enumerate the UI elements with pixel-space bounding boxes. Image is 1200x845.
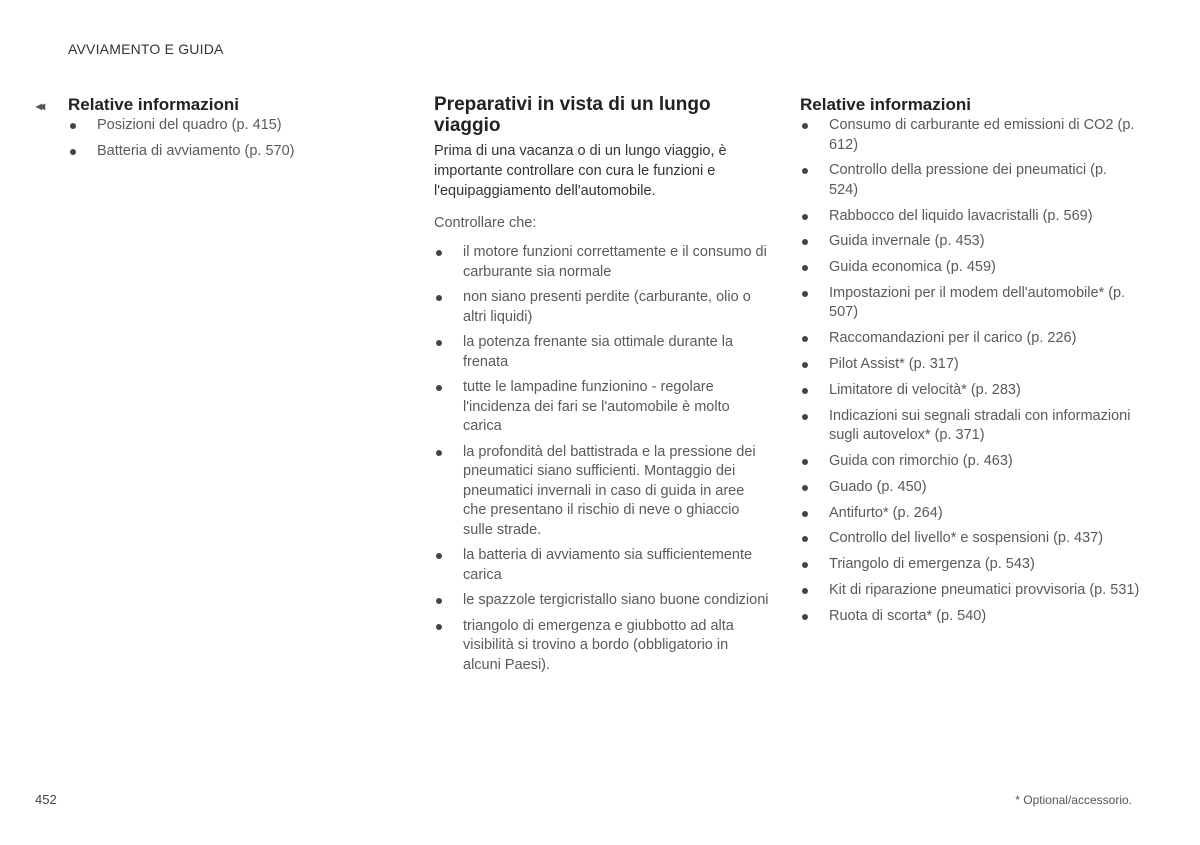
related-link[interactable]: Controllo del livello* e sospensioni (p. 437) bbox=[800, 529, 1140, 549]
related-link[interactable]: Ruota di scorta* (p. 540) bbox=[800, 607, 1140, 627]
related-info-heading: Relative informazioni bbox=[800, 95, 971, 114]
related-link[interactable]: Guado (p. 450) bbox=[800, 478, 1140, 498]
related-info-left bbox=[36, 94, 336, 167]
section-header: AVVIAMENTO E GUIDA bbox=[68, 41, 224, 57]
related-link[interactable]: Kit di riparazione pneumatici provvisoria (p. 531) bbox=[800, 581, 1140, 601]
related-link[interactable]: Consumo di carburante ed emissioni di CO2 (p. 612) bbox=[800, 116, 1140, 155]
related-link[interactable]: Guida invernale (p. 453) bbox=[800, 232, 1140, 252]
related-link[interactable]: Impostazioni per il modem dell'automobile* (p. 507) bbox=[800, 284, 1140, 323]
checklist-lead: Controllare che: bbox=[434, 215, 537, 231]
footnote: * Optional/accessorio. bbox=[1015, 793, 1132, 807]
related-link[interactable]: Raccomandazioni per il carico (p. 226) bbox=[800, 329, 1140, 349]
article-title: Preparativi in vista di un lungo viaggio bbox=[434, 94, 711, 136]
related-link[interactable]: Limitatore di velocità* (p. 283) bbox=[800, 381, 1140, 401]
checklist-item: la profondità del battistrada e la pressione dei pneumatici siano sufficienti. Montaggio dei pneumatici invernali in caso di guida in aree che presentano il rischio di neve o ghiaccio sulle strade. bbox=[434, 443, 769, 541]
checklist-item: triangolo di emergenza e giubbotto ad alta visibilità si trovino a bordo (obbligatorio in alcuni Paesi). bbox=[434, 617, 769, 676]
related-link[interactable]: Antifurto* (p. 264) bbox=[800, 504, 1140, 524]
article-column bbox=[434, 94, 769, 681]
checklist-item: tutte le lampadine funzionino - regolare l'incidenza dei fari se l'automobile è molto carica bbox=[434, 378, 769, 437]
checklist bbox=[434, 243, 769, 675]
checklist-item: il motore funzioni correttamente e il consumo di carburante sia normale bbox=[434, 243, 769, 282]
related-link[interactable]: Rabbocco del liquido lavacristalli (p. 569) bbox=[800, 207, 1140, 227]
related-info-heading-text: Relative informazioni bbox=[68, 95, 239, 114]
related-link[interactable]: Pilot Assist* (p. 317) bbox=[800, 355, 1140, 375]
article-intro: Prima di una vacanza o di un lungo viaggio, è importante controllare con cura le funzioni e l'equipaggiamento dell'automobile. bbox=[434, 143, 727, 199]
related-link[interactable]: Indicazioni sui segnali stradali con informazioni sugli autovelox* (p. 371) bbox=[800, 407, 1140, 446]
page-number: 452 bbox=[35, 792, 57, 807]
double-chevron-left-icon[interactable]: ◂◂ bbox=[36, 99, 43, 113]
related-link[interactable]: Guida con rimorchio (p. 463) bbox=[800, 452, 1140, 472]
related-info-right bbox=[800, 94, 1140, 633]
checklist-item: le spazzole tergicristallo siano buone condizioni bbox=[434, 591, 769, 611]
checklist-item: non siano presenti perdite (carburante, olio o altri liquidi) bbox=[434, 288, 769, 327]
related-info-heading bbox=[36, 94, 336, 116]
related-link[interactable]: Batteria di avviamento (p. 570) bbox=[68, 142, 336, 162]
checklist-item: la batteria di avviamento sia sufficientemente carica bbox=[434, 546, 769, 585]
related-link[interactable]: Guida economica (p. 459) bbox=[800, 258, 1140, 278]
related-link[interactable]: Triangolo di emergenza (p. 543) bbox=[800, 555, 1140, 575]
checklist-item: la potenza frenante sia ottimale durante la frenata bbox=[434, 333, 769, 372]
related-link[interactable]: Posizioni del quadro (p. 415) bbox=[68, 116, 336, 136]
related-link[interactable]: Controllo della pressione dei pneumatici (p. 524) bbox=[800, 161, 1140, 200]
